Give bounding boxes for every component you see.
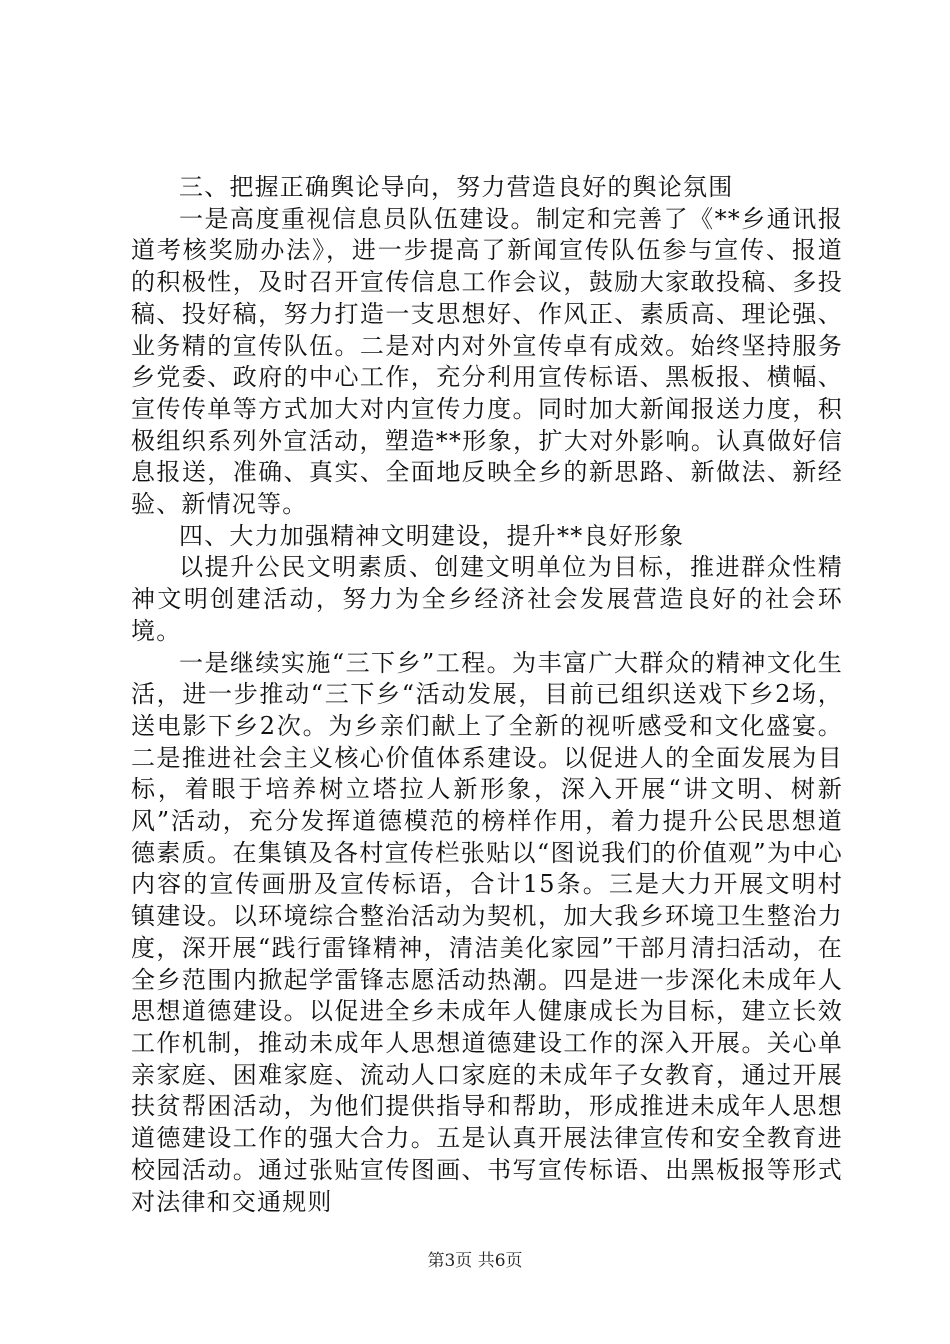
page-number-footer: 第3页 共6页 (427, 1251, 523, 1271)
body-paragraph: 一是高度重视信息员队伍建设。制定和完善了《**乡通讯报道考核奖励办法》，进一步提高了新闻宣传队伍参与宣传、报道的积极性，及时召开宣传信息工作会议，鼓励大家敢投稿、多投稿、投好稿，努力打造一支思想好、作风正、素质高、理论强、业务精的宣传队伍。二是对内对外宣传卓有成效。始终坚持服务乡党委、政府的中心工作，充分利用宣传标语、黑板报、横幅、宣传传单等方式加大对内宣传力度。同时加大新闻报送力度，积极组织系列外宣活动，塑造**形象，扩大对外影响。认真做好信息报送，准确、真实、全面地反映全乡的新思路、新做法、新经验、新情况等。 (131, 204, 843, 519)
section-heading-3: 三、把握正确舆论导向，努力营造良好的舆论氛围 (179, 173, 734, 201)
section-heading-4: 四、大力加强精神文明建设，提升**良好形象 (179, 521, 685, 550)
body-paragraph: 以提升公民文明素质、创建文明单位为目标，推进群众性精神文明创建活动，努力为全乡经济社会发展营造良好的社会环境。 (131, 553, 843, 645)
document-body (131, 172, 843, 1218)
body-paragraph: 一是继续实施“三下乡”工程。为丰富广大群众的精神文化生活，进一步推动“三下乡“活动发展，目前已组织送戏下乡2场，送电影下乡2次。为乡亲们献上了全新的视听感受和文化盛宴。二是推进社会主义核心价值体系建设。以促进人的全面发展为目标，着眼于培养树立塔拉人新形象，深入开展“讲文明、树新风”活动，充分发挥道德模范的榜样作用，着力提升公民思想道德素质。在集镇及各村宣传栏张贴以“图说我们的价值观”为中心内容的宣传画册及宣传标语，合计15条。三是大力开展文明村镇建设。以环境综合整治活动为契机，加大我乡环境卫生整治力度，深开展“践行雷锋精神，清洁美化家园”干部月清扫活动，在全乡范围内掀起学雷锋志愿活动热潮。四是进一步深化未成年人思想道德建设。以促进全乡未成年人健康成长为目标，建立长效工作机制，推动未成年人思想道德建设工作的深入开展。关心单亲家庭、困难家庭、流动人口家庭的未成年子女教育，通过开展扶贫帮困活动，为他们提供指导和帮助，形成推进未成年人思想道德建设工作的强大合力。五是认真开展法律宣传和安全教育进校园活动。通过张贴宣传图画、书写宣传标语、出黑板报等形式对法律和交通规则 (131, 648, 843, 1216)
